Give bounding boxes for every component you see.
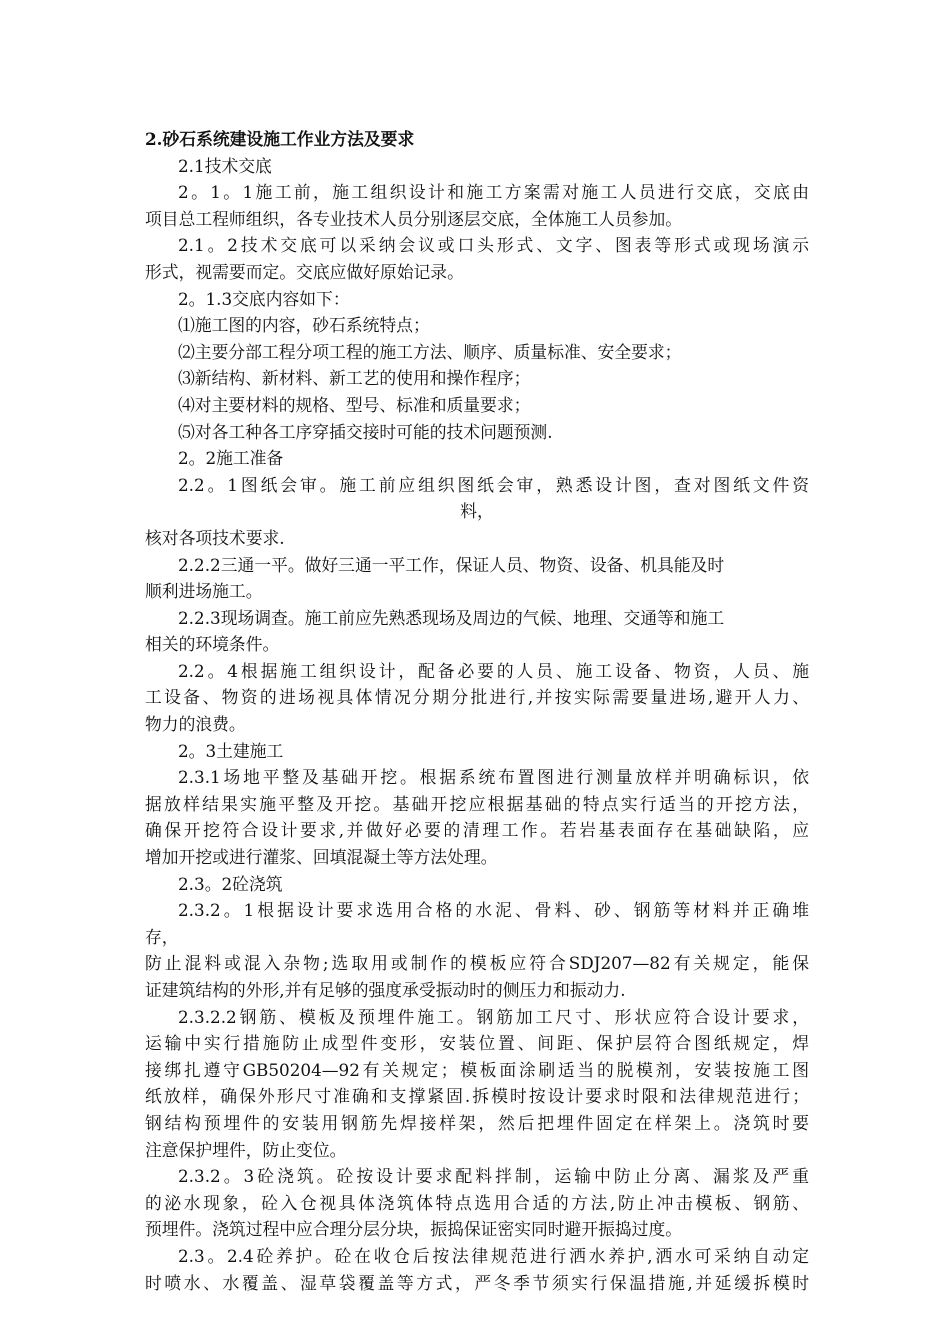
paragraph-line: 项目总工程师组织，各专业技术人员分别逐层交底，全体施工人员参加。 [145,208,683,229]
paragraph-line: ⑸对各工种各工序穿插交接时可能的技术问题预测. [178,421,553,442]
paragraph-line: ⑷对主要材料的规格、型号、标准和质量要求； [178,394,531,415]
paragraph-line: 注意保护埋件，防止变位。 [145,1139,347,1160]
paragraph-line: 证建筑结构的外形,并有足够的强度承受振动时的侧压力和振动力. [145,980,626,1000]
paragraph-line: 相关的环境条件。 [145,634,280,655]
paragraph-line: 预埋件。浇筑过程中应合理分层分块，振捣保证密实同时避开振捣过度。 [145,1219,683,1240]
paragraph-line: 2.2。4根据施工组织设计，配备必要的人员、施工设备、物资，人员、施 [178,660,809,681]
paragraph-line: 纸放样，确保外形尺寸准确和支撑紧固.拆模时按设计要求时限和法律规范进行； [145,1086,809,1107]
paragraph-line: 的泌水现象，砼入仓视具体浇筑体特点选用合适的方法,防止冲击模板、钢筋、 [145,1192,809,1213]
paragraph-line: 确保开挖符合设计要求,并做好必要的清理工作。若岩基表面存在基础缺陷，应 [145,820,809,841]
paragraph-line: 钢结构预埋件的安装用钢筋先焊接样架，然后把埋件固定在样架上。浇筑时要 [145,1112,809,1133]
paragraph-line: 2.2.3现场调查。施工前应先熟悉现场及周边的气候、地理、交通等和施工 [178,607,725,628]
paragraph-line: 增加开挖或进行灌浆、回填混凝土等方法处理。 [145,847,498,868]
paragraph-line: 2.1技术交底 [178,155,272,176]
paragraph-line: 接绑扎遵守GB50204—92有关规定；模板面涂刷适当的脱模剂，安装按施工图 [145,1059,809,1080]
paragraph-line: 2.1。2技术交底可以采纳会议或口头形式、文字、图表等形式或现场演示 [178,235,809,256]
paragraph-line: 2。3土建施工 [178,740,284,761]
paragraph-line: 顺利进场施工。 [145,581,263,602]
paragraph-line: 物力的浪费。 [145,714,246,735]
paragraph-line: ⑴施工图的内容，砂石系统特点； [178,315,430,336]
paragraph-line: 2。2施工准备 [178,448,284,469]
paragraph-line: ⑶新结构、新材料、新工艺的使用和操作程序； [178,368,531,389]
paragraph-line: 存， [145,926,179,947]
paragraph-line: 2.2。1图纸会审。施工前应组织图纸会审，熟悉设计图，查对图纸文件资 [178,474,809,495]
paragraph-line: 2.3.2.2钢筋、模板及预埋件施工。钢筋加工尺寸、形状应符合设计要求， [178,1006,809,1027]
paragraph-line: 2.3.1场地平整及基础开挖。根据系统布置图进行测量放样并明确标识，依 [178,767,809,788]
document-body [145,126,809,1296]
paragraph-line: ⑵主要分部工程分项工程的施工方法、顺序、质量标准、安全要求； [178,341,682,362]
paragraph-line: 时喷水、水覆盖、湿草袋覆盖等方式，严冬季节须实行保温措施,并延缓拆模时 [145,1272,809,1293]
paragraph-line: 2.3。2.4砼养护。砼在收仓后按法律规范进行洒水养护,洒水可采纳自动定 [178,1245,809,1266]
paragraph-line: 2。1。1施工前，施工组织设计和施工方案需对施工人员进行交底，交底由 [178,182,809,203]
paragraph-line: 料， [460,501,494,522]
paragraph-line: 2.2.2三通一平。做好三通一平工作，保证人员、物资、设备、机具能及时 [178,554,725,575]
paragraph-line: 核对各项技术要求. [145,527,285,548]
paragraph-line: 2。1.3交底内容如下： [178,288,350,309]
paragraph-line: 2.3。2砼浇筑 [178,873,283,894]
paragraph-line: 据放样结果实施平整及开挖。基础开挖应根据基础的特点实行适当的开挖方法， [145,793,809,814]
paragraph-line: 运输中实行措施防止成型件变形，安装位置、间距、保护层符合图纸规定，焊 [145,1033,809,1054]
paragraph-line: 工设备、物资的进场视具体情况分期分批进行,并按实际需要量进场,避开人力、 [145,687,809,708]
paragraph-line: 形式，视需要而定。交底应做好原始记录。 [145,261,464,282]
paragraph-line: 防止混料或混入杂物;选取用或制作的模板应符合SDJ207—82有关规定，能保 [145,953,809,974]
paragraph-line: 2.3.2。1根据设计要求选用合格的水泥、骨料、砂、钢筋等材料并正确堆 [178,900,809,921]
section-title: 2.砂石系统建设施工作业方法及要求 [145,129,415,149]
paragraph-line: 2.3.2。3砼浇筑。砼按设计要求配料拌制，运输中防止分离、漏浆及严重 [178,1166,809,1187]
